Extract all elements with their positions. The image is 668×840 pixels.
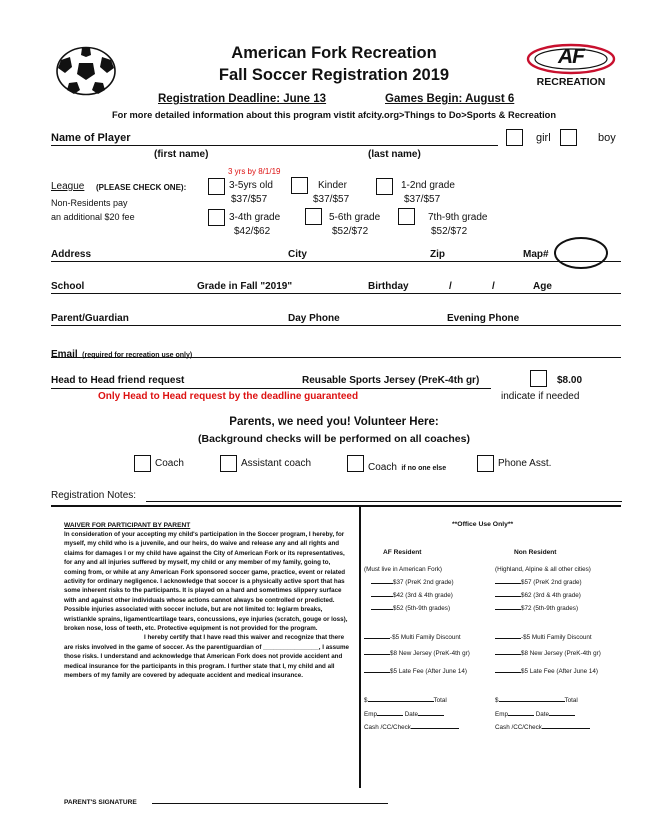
af-late-blank[interactable] bbox=[364, 672, 390, 673]
af-fee-row[interactable] bbox=[371, 579, 454, 586]
jersey-label: Reusable Sports Jersey (PreK-4th gr) bbox=[302, 375, 480, 386]
phone-asst-checkbox[interactable] bbox=[477, 455, 494, 472]
school-label: School bbox=[51, 281, 85, 292]
af-late-label: $5 Late Fee (After June 14) bbox=[390, 668, 468, 675]
af-jersey-blank[interactable] bbox=[364, 654, 390, 655]
league-checkbox-kinder[interactable] bbox=[291, 177, 308, 194]
logo-letters: AF bbox=[558, 45, 584, 68]
non-late-row[interactable] bbox=[495, 668, 598, 675]
af-payment-label: Cash /CC/Check bbox=[364, 724, 411, 731]
league-price-7-9th: $52/$72 bbox=[431, 226, 468, 237]
league-title: League bbox=[51, 181, 85, 192]
parent-line[interactable] bbox=[51, 325, 621, 326]
last-name-hint: (last name) bbox=[368, 149, 421, 160]
non-resident-sub: (Highland, Alpine & all other cities) bbox=[495, 566, 591, 573]
af-fee-label: $37 (PreK 2nd grade) bbox=[393, 579, 454, 586]
non-discount-blank[interactable] bbox=[495, 638, 521, 639]
non-payment-label: Cash /CC/Check bbox=[495, 724, 542, 731]
zip-label: Zip bbox=[430, 249, 445, 260]
email-line[interactable] bbox=[51, 357, 621, 358]
non-total-prefix: $ bbox=[495, 697, 499, 704]
non-fee-label: $72 (5th-9th grades) bbox=[521, 605, 579, 612]
evening-phone-label: Evening Phone bbox=[447, 313, 520, 324]
af-resident-header: AF Resident bbox=[383, 549, 422, 556]
league-option-3-4th: 3-4th grade bbox=[229, 212, 281, 223]
non-discount-label: -$5 Multi Family Discount bbox=[521, 634, 592, 641]
af-discount-row[interactable] bbox=[364, 634, 461, 641]
parent-signature-label: PARENT'S SIGNATURE bbox=[64, 799, 137, 806]
info-line: For more detailed information about this program vistit afcity.org>Things to Do>Sports & Recreation bbox=[111, 110, 557, 120]
h2h-line[interactable] bbox=[51, 388, 491, 389]
non-fee-blank[interactable] bbox=[495, 609, 521, 610]
league-check-note: (PLEASE CHECK ONE): bbox=[96, 183, 187, 192]
non-total-blank[interactable] bbox=[499, 701, 565, 702]
jersey-indicate-note: indicate if needed bbox=[501, 391, 580, 402]
league-option-5-6th: 5-6th grade bbox=[329, 212, 381, 223]
boy-checkbox[interactable] bbox=[560, 129, 577, 146]
league-checkbox-7-9th[interactable] bbox=[398, 208, 415, 225]
age-note: 3 yrs by 8/1/19 bbox=[228, 167, 281, 176]
league-checkbox-1-2nd[interactable] bbox=[376, 178, 393, 195]
assistant-coach-label: Assistant coach bbox=[241, 458, 312, 469]
non-fee-row[interactable] bbox=[495, 579, 582, 586]
phone-asst-label: Phone Asst. bbox=[498, 458, 552, 469]
af-total-row[interactable] bbox=[364, 697, 447, 704]
birthday-slash-1: / bbox=[449, 281, 452, 292]
non-discount-row[interactable] bbox=[495, 634, 592, 641]
league-price-1-2nd: $37/$57 bbox=[404, 194, 441, 205]
girl-checkbox[interactable] bbox=[506, 129, 523, 146]
age-label: Age bbox=[533, 281, 552, 292]
non-emp-label: Emp bbox=[495, 711, 508, 718]
non-fee-blank[interactable] bbox=[495, 583, 521, 584]
parent-label: Parent/Guardian bbox=[51, 313, 129, 324]
af-payment-row[interactable] bbox=[364, 724, 459, 731]
non-date-label: Date bbox=[535, 711, 550, 718]
h2h-label: Head to Head friend request bbox=[51, 375, 185, 386]
player-name-label: Name of Player bbox=[51, 132, 131, 144]
registration-notes-line[interactable] bbox=[146, 501, 622, 502]
form-subtitle: Fall Soccer Registration 2019 bbox=[218, 66, 450, 84]
non-fee-row[interactable] bbox=[495, 605, 578, 612]
coach-if-needed-row bbox=[368, 457, 446, 475]
league-price-5-6th: $52/$72 bbox=[332, 226, 369, 237]
parent-signature-line[interactable] bbox=[152, 803, 388, 804]
league-option-1-2nd: 1-2nd grade bbox=[401, 180, 455, 191]
registration-deadline: Registration Deadline: June 13 bbox=[158, 93, 327, 105]
league-price-kinder: $37/$57 bbox=[313, 194, 350, 205]
af-payment-blank[interactable] bbox=[411, 728, 459, 729]
af-fee-blank[interactable] bbox=[371, 596, 393, 597]
non-total-label: Total bbox=[564, 697, 578, 704]
league-option-kinder: Kinder bbox=[318, 180, 347, 191]
non-emp-row[interactable] bbox=[495, 711, 575, 718]
af-total-prefix: $ bbox=[364, 697, 368, 704]
af-fee-label: $52 (5th-9th grades) bbox=[393, 605, 451, 612]
non-fee-blank[interactable] bbox=[495, 596, 521, 597]
school-line[interactable] bbox=[51, 293, 621, 294]
league-price-3-4th: $42/$62 bbox=[234, 226, 271, 237]
af-recreation-logo bbox=[524, 42, 618, 90]
non-jersey-row[interactable] bbox=[495, 650, 601, 657]
non-payment-row[interactable] bbox=[495, 724, 590, 731]
non-payment-blank[interactable] bbox=[542, 728, 590, 729]
day-phone-label: Day Phone bbox=[288, 313, 340, 324]
nonresident-note-1: Non-Residents pay bbox=[51, 198, 128, 208]
non-emp-blank[interactable] bbox=[508, 715, 534, 716]
email-row bbox=[51, 344, 192, 362]
girl-label: girl bbox=[536, 132, 551, 144]
league-checkbox-3-4th[interactable] bbox=[208, 209, 225, 226]
af-emp-row[interactable] bbox=[364, 711, 444, 718]
nonresident-note-2: an additional $20 fee bbox=[51, 212, 135, 222]
af-emp-label: Emp bbox=[364, 711, 377, 718]
section-divider bbox=[51, 505, 621, 507]
non-total-row[interactable] bbox=[495, 697, 578, 704]
assistant-coach-checkbox[interactable] bbox=[220, 455, 237, 472]
non-late-blank[interactable] bbox=[495, 672, 521, 673]
coach-if-needed-checkbox[interactable] bbox=[347, 455, 364, 472]
non-jersey-label: $8 New Jersey (PreK-4th gr) bbox=[521, 650, 601, 657]
af-fee-row[interactable] bbox=[371, 605, 450, 612]
league-label bbox=[51, 181, 84, 192]
h2h-deadline-note: Only Head to Head request by the deadline guaranteed bbox=[98, 391, 359, 402]
address-label: Address bbox=[51, 249, 92, 260]
af-fee-row[interactable] bbox=[371, 592, 453, 599]
waiver-heading: WAIVER FOR PARTICIPANT BY PARENT bbox=[64, 522, 191, 529]
af-fee-label: $42 (3rd & 4th grade) bbox=[393, 592, 453, 599]
af-discount-label: -$5 Multi Family Discount bbox=[390, 634, 461, 641]
city-label: City bbox=[288, 249, 307, 260]
coach-if-needed-label: Coach bbox=[368, 462, 397, 473]
coach-checkbox[interactable] bbox=[134, 455, 151, 472]
af-emp-blank[interactable] bbox=[377, 715, 403, 716]
volunteer-subtitle: (Background checks will be performed on all coaches) bbox=[198, 433, 470, 445]
waiver-section bbox=[64, 522, 349, 681]
coach-if-needed-note: if no one else bbox=[401, 465, 447, 472]
volunteer-title: Parents, we need you! Volunteer Here: bbox=[229, 416, 439, 428]
grade-label: Grade in Fall "2019" bbox=[197, 281, 293, 292]
non-date-blank[interactable] bbox=[549, 715, 575, 716]
coach-label: Coach bbox=[155, 458, 184, 469]
birthday-slash-2: / bbox=[492, 281, 495, 292]
waiver-certification: I hereby certify that I have read this waiver and recognize that there are risks involved in the game of soccer. As the parent/guardian of ________________, I assume those risks. I understand and acknowledge that American Fork does not provide accident and medical insurance for the participants in this program. I further state that I, my child and all members of my family are covered by adequate accident and medical insurance. bbox=[64, 634, 349, 680]
af-date-label: Date bbox=[404, 711, 419, 718]
af-discount-blank[interactable] bbox=[364, 638, 390, 639]
league-checkbox-3-5yrs[interactable] bbox=[208, 178, 225, 195]
non-resident-header: Non Resident bbox=[514, 549, 557, 556]
league-option-7-9th: 7th-9th grade bbox=[428, 212, 488, 223]
af-late-row[interactable] bbox=[364, 668, 467, 675]
birthday-label: Birthday bbox=[368, 281, 409, 292]
af-date-blank[interactable] bbox=[418, 715, 444, 716]
af-resident-sub: (Must live in American Fork) bbox=[364, 566, 443, 573]
af-total-blank[interactable] bbox=[368, 701, 434, 702]
non-fee-label: $62 (3rd & 4th grade) bbox=[521, 592, 581, 599]
waiver-body: In consideration of your accepting my child's participation in the Soccer program, I hereby, for myself, my child who is a juvenile, and our heirs, do waive and release any and all rights and claims for damages I or my child have against the City of American Fork or its representatives, for any and all injuries suffered by myself, my child or any member of my family, going to, coming from, or while at any American Fork sponsored soccer game, practice, event or related activity for ordinary negligence. I acknowledge that soccer is a physically active sport that has some inherent risks to the participants. It is played on a hard and sometimes slippery surface with and against other individuals whose actions cannot always be controlled or predicted. Possible injuries associated with soccer include, but are not limited to: leg/arm breaks, wrist/ankle sprains, ligament/cartilage tears, concussions, eye injuries (scratch, gouge or loss), broken nose, loss of teeth, etc. Protective equipment is not provided for the program. bbox=[64, 531, 348, 633]
af-jersey-label: $8 New Jersey (PreK-4th gr) bbox=[390, 650, 470, 657]
af-fee-blank[interactable] bbox=[371, 583, 393, 584]
non-jersey-blank[interactable] bbox=[495, 654, 521, 655]
first-name-hint: (first name) bbox=[154, 149, 209, 160]
email-label: Email bbox=[51, 349, 78, 360]
player-name-line[interactable] bbox=[51, 145, 498, 146]
registration-notes-label: Registration Notes: bbox=[51, 490, 137, 501]
logo-text: RECREATION bbox=[536, 76, 606, 88]
league-option-3-5yrs: 3-5yrs old bbox=[229, 180, 273, 191]
jersey-checkbox[interactable] bbox=[530, 370, 547, 387]
league-checkbox-5-6th[interactable] bbox=[305, 208, 322, 225]
non-late-label: $5 Late Fee (After June 14) bbox=[521, 668, 599, 675]
non-fee-label: $57 (PreK 2nd grade) bbox=[521, 579, 582, 586]
boy-label: boy bbox=[598, 132, 616, 144]
af-total-label: Total bbox=[433, 697, 447, 704]
af-fee-blank[interactable] bbox=[371, 609, 393, 610]
office-use-title: **Office Use Only** bbox=[452, 521, 514, 528]
map-label: Map# bbox=[523, 249, 549, 260]
games-begin: Games Begin: August 6 bbox=[385, 93, 515, 105]
league-price-3-5yrs: $37/$57 bbox=[231, 194, 268, 205]
map-circle-icon bbox=[553, 236, 609, 270]
form-title: American Fork Recreation bbox=[231, 44, 437, 62]
address-line[interactable] bbox=[51, 261, 621, 262]
af-jersey-row[interactable] bbox=[364, 650, 470, 657]
section-vertical-divider bbox=[359, 506, 361, 788]
non-fee-row[interactable] bbox=[495, 592, 581, 599]
email-note: (required for recreation use only) bbox=[82, 352, 193, 359]
jersey-price: $8.00 bbox=[557, 375, 583, 386]
